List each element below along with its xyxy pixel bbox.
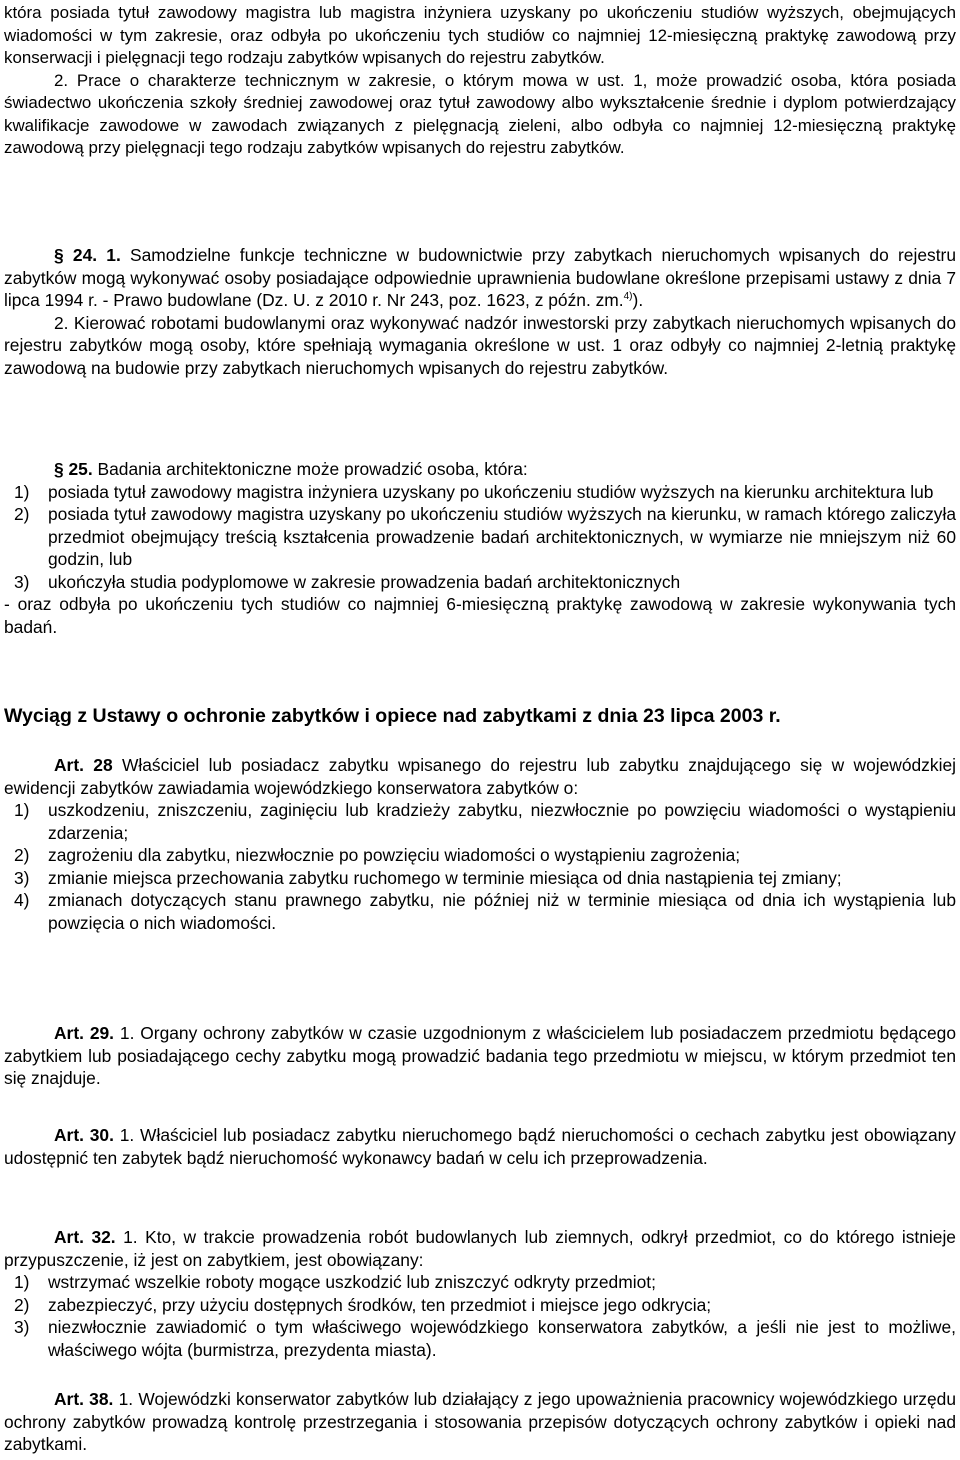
article-28-number: 28	[83, 755, 113, 775]
article-29	[4, 1022, 956, 1090]
article-32-list	[4, 1271, 956, 1361]
article-32-intro	[4, 1226, 956, 1271]
article-28-label: Art.	[54, 755, 84, 775]
point-2-lead: 2. Prace o charakterze technicznym w zakresie, o którym mowa w ust.	[54, 70, 634, 90]
list-item-text: uszkodzeniu, zniszczeniu, zaginięciu lub kradzieży zabytku, niezwłocznie po powzięciu wiadomości o wystąpieniu zdarzenia;	[48, 800, 956, 843]
point-2-text: 1, może prowadzić osoba, która posiada świadectwo ukończenia szkoły średniej zawodowej oraz tytuł zawodowy albo wykształcenie średnie i dyplom potwierdzający kwalifikacje zawodowe w zawodach związanych z pielęgnacją zieleni, albo odbyła co najmniej 12-miesięczną praktykę zawodową przy pielęgnacji tego rodzaju zabytków wpisanych do rejestru zabytków.	[4, 70, 956, 157]
list-item	[4, 867, 956, 890]
list-item-text: ukończyła studia podyplomowe w zakresie prowadzenia badań architektonicznych	[48, 571, 681, 592]
section-25-list	[4, 481, 956, 594]
list-item	[4, 799, 956, 844]
article-38-text: 1. Wojewódzki konserwator zabytków lub działający z jego upoważnienia pracownicy wojewódzkiego urzędu ochrony zabytków prowadzą kontrolę przestrzegania i stosowania przepisów dotyczących ochrony zabytków i opieki nad zabytkami.	[4, 1389, 957, 1454]
list-item-text: zagrożeniu dla zabytku, niezwłocznie po powzięciu wiadomości o wystąpieniu zagrożenia;	[48, 845, 741, 865]
list-item-text: posiada tytuł zawodowy magistra uzyskany po ukończeniu studiów wyższych na kierunku, w ramach którego zaliczyła przedmiot obejmujący treścią kształcenia prowadzenie badań architektonicznych, w wymiarze nie mniejszym niż 60 godzin, lub	[48, 504, 956, 569]
section-24-text-1-end: ).	[632, 290, 644, 310]
article-38-paragraph	[4, 1388, 956, 1456]
article-29-paragraph	[4, 1022, 956, 1090]
article-28-intro	[4, 754, 956, 799]
article-38-label: Art. 38.	[54, 1389, 114, 1409]
section-24-text-1: Samodzielne funkcje techniczne w budownictwie przy zabytkach nieruchomych wpisanych do rejestru zabytków mogą wykonywać osoby posiadające odpowiednie uprawnienia budowlane określone przepisami ustawy z dnia 7 lipca 1994 r. - Prawo budowlane (Dz. U. z 2010 r. Nr 243, poz. 1623, z późn. zm.	[4, 245, 956, 310]
list-item-number: 2)	[14, 504, 30, 524]
list-item-number: 4)	[14, 890, 30, 910]
list-item-text: zmianie miejsca przechowania zabytku ruchomego w terminie miesiąca od dnia nastąpienia tej zmiany;	[48, 867, 842, 888]
intro-section	[4, 2, 956, 160]
footnote-ref: 4)	[623, 291, 633, 303]
point-2-paragraph	[4, 70, 956, 160]
list-item	[4, 1271, 956, 1294]
article-38	[4, 1388, 956, 1456]
list-item-text: niezwłocznie zawiadomić o tym właściwego wojewódzkiego konserwatora zabytków, a jeśli nie jest to możliwe, właściwego wójta (burmistrza, prezydenta miasta).	[48, 1317, 956, 1360]
intro-paragraph: która posiada tytuł zawodowy magistra lub magistra inżyniera uzyskany po ukończeniu studiów wyższych, obejmujących wiadomości w tym zakresie, oraz odbyła po ukończeniu tych studiów co najmniej 12-miesięczną praktykę zawodową przy konserwacji i pielęgnacji tego rodzaju zabytków wpisanych do rejestru zabytków.	[4, 3, 956, 67]
article-30	[4, 1124, 956, 1169]
list-item-text: wstrzymać wszelkie roboty mogące uszkodzić lub zniszczyć odkryty przedmiot;	[48, 1272, 656, 1292]
section-25-closing: - oraz odbyła po ukończeniu tych studiów co najmniej 6-miesięczną praktykę zawodową w zakresie wykonywania tych badań.	[4, 594, 956, 637]
list-item	[4, 889, 956, 934]
document-heading: Wyciąg z Ustawy o ochronie zabytków i opiece nad zabytkami z dnia 23 lipca 2003 r.	[4, 705, 781, 727]
list-item-number: 3)	[14, 1317, 30, 1337]
article-29-label: Art. 29.	[54, 1023, 115, 1043]
article-30-text: 1. Właściciel lub posiadacz zabytku nieruchomego bądź nieruchomości o cechach zabytku jest obowiązany udostępnić ten zabytek bądź nieruchomość wykonawcy badań w celu ich przeprowadzenia.	[4, 1125, 956, 1168]
list-item-number: 1)	[14, 1272, 30, 1292]
section-24-paragraph-1	[4, 244, 956, 312]
section-24-paragraph-2: 2. Kierować robotami budowlanymi oraz wykonywać nadzór inwestorski przy zabytkach nieruchomych wpisanych do rejestru zabytków mogą osoby, które spełniają wymagania określone w ust. 1 oraz odbyły co najmniej 2-letnią praktykę zawodową na budowie przy zabytkach nieruchomych wpisanych do rejestru zabytków.	[4, 312, 956, 378]
article-30-paragraph	[4, 1124, 956, 1169]
article-32-label: Art. 32.	[54, 1227, 116, 1247]
heading-block	[4, 704, 956, 728]
list-item	[4, 844, 956, 867]
article-30-label: Art. 30.	[54, 1125, 114, 1145]
list-item-number: 2)	[14, 1294, 30, 1315]
list-item	[4, 571, 956, 594]
list-item-number: 2)	[14, 845, 30, 865]
section-25-label: § 25.	[54, 459, 93, 479]
list-item	[4, 1316, 956, 1361]
list-item	[4, 481, 956, 504]
list-item-number: 1)	[14, 481, 30, 502]
article-32-text: 1. Kto, w trakcie prowadzenia robót budowlanych lub ziemnych, odkrył przedmiot, co do którego istnieje przypuszczenie, iż jest on zabytkiem, jest obowiązany:	[4, 1227, 956, 1270]
article-32	[4, 1226, 956, 1361]
list-item	[4, 503, 956, 571]
list-item-number: 3)	[14, 571, 30, 592]
section-25	[4, 458, 956, 638]
list-item-text: zabezpieczyć, przy użyciu dostępnych środków, ten przedmiot i miejsce jego odkrycia;	[48, 1294, 712, 1315]
list-item-text: zmianach dotyczących stanu prawnego zabytku, nie później niż w terminie miesiąca od dnia ich wystąpienia lub powzięcia o nich wiadomości.	[48, 890, 956, 933]
article-28-list	[4, 799, 956, 934]
list-item-text: posiada tytuł zawodowy magistra inżyniera uzyskany po ukończeniu studiów wyższych na kierunku architektura lub	[48, 481, 934, 502]
list-item-number: 1)	[14, 800, 30, 820]
list-item	[4, 1294, 956, 1317]
article-28	[4, 754, 956, 934]
article-28-text: Właściciel lub posiadacz zabytku wpisanego do rejestru lub zabytku znajdującego się w wojewódzkiej ewidencji zabytków zawiadamia wojewódzkiego konserwatora zabytków o:	[4, 755, 956, 798]
list-item-number: 3)	[14, 867, 30, 888]
section-24-label: § 24. 1.	[54, 245, 121, 265]
section-24	[4, 244, 956, 379]
article-29-text: 1. Organy ochrony zabytków w czasie uzgodnionym z właścicielem lub posiadaczem przedmiotu będącego zabytkiem lub posiadającego cechy zabytku mogą prowadzić badania tego przedmiotu w miejscu, w którym przedmiot ten się znajduje.	[4, 1023, 956, 1088]
section-25-text: Badania architektoniczne może prowadzić osoba, która:	[92, 459, 528, 479]
section-25-intro	[4, 458, 956, 481]
